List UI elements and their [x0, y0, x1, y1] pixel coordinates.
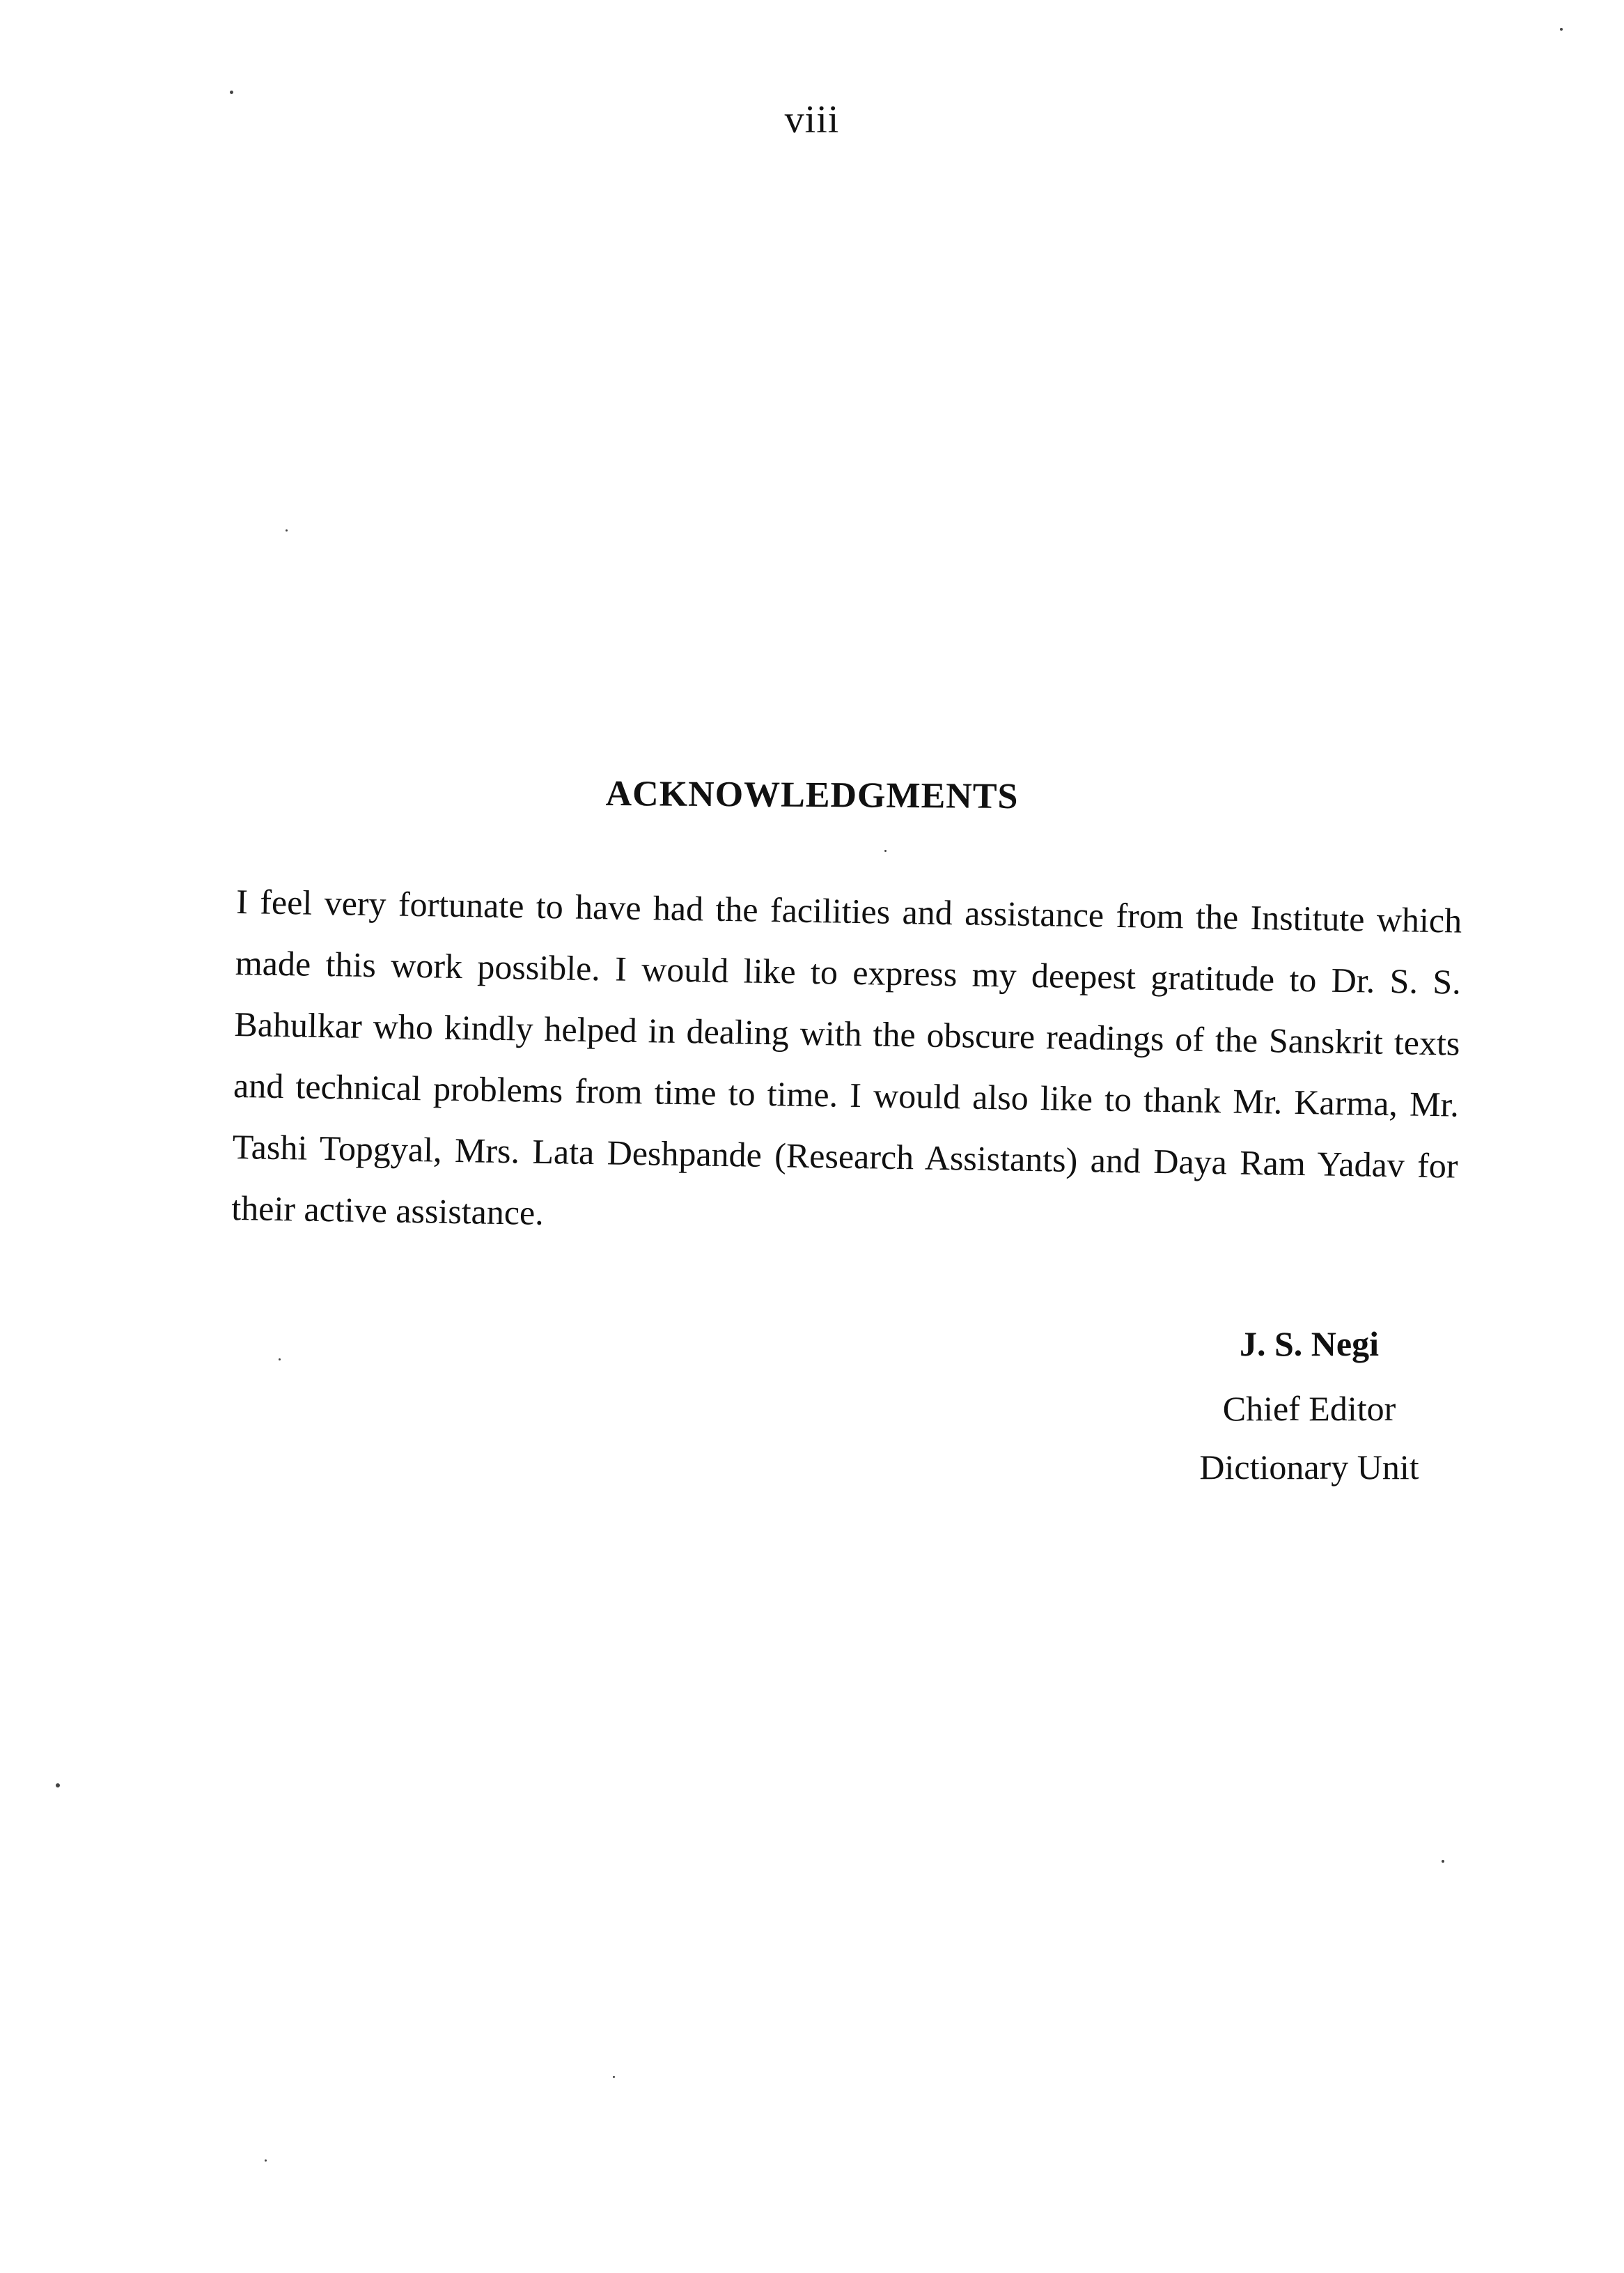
- scan-speck: [230, 91, 233, 94]
- scan-speck: [613, 2076, 615, 2078]
- signatory-name: J. S. Negi: [1240, 1324, 1379, 1363]
- scan-speck: [286, 529, 288, 532]
- scan-speck: [884, 850, 887, 852]
- signatory-title: Chief Editor: [1222, 1389, 1396, 1428]
- acknowledgment-paragraph: I feel very fortunate to have had the facilities and assistance from the Institute which made this work possible. I would like to express my deepest gratitude to Dr. S. S. Bahulkar who kindly helped in dealing with the obscure readings of the Sanskrit texts and technical problems from time to time. I would also like to thank Mr. Karma, Mr. Tashi Topgyal, Mrs. Lata Deshpande (Research Assistants) and Daya Ram Yadav for their active assistance.: [231, 881, 1462, 1232]
- scan-speck: [1442, 1860, 1444, 1863]
- page-number: viii: [784, 98, 840, 141]
- scan-speck: [56, 1783, 60, 1787]
- signature-block: [1142, 1324, 1476, 1496]
- scan-speck: [265, 2159, 267, 2162]
- signatory-unit: Dictionary Unit: [1199, 1448, 1419, 1487]
- section-heading: ACKNOWLEDGMENTS: [605, 773, 1019, 817]
- scan-speck: [1560, 28, 1563, 31]
- scan-speck: [279, 1358, 281, 1360]
